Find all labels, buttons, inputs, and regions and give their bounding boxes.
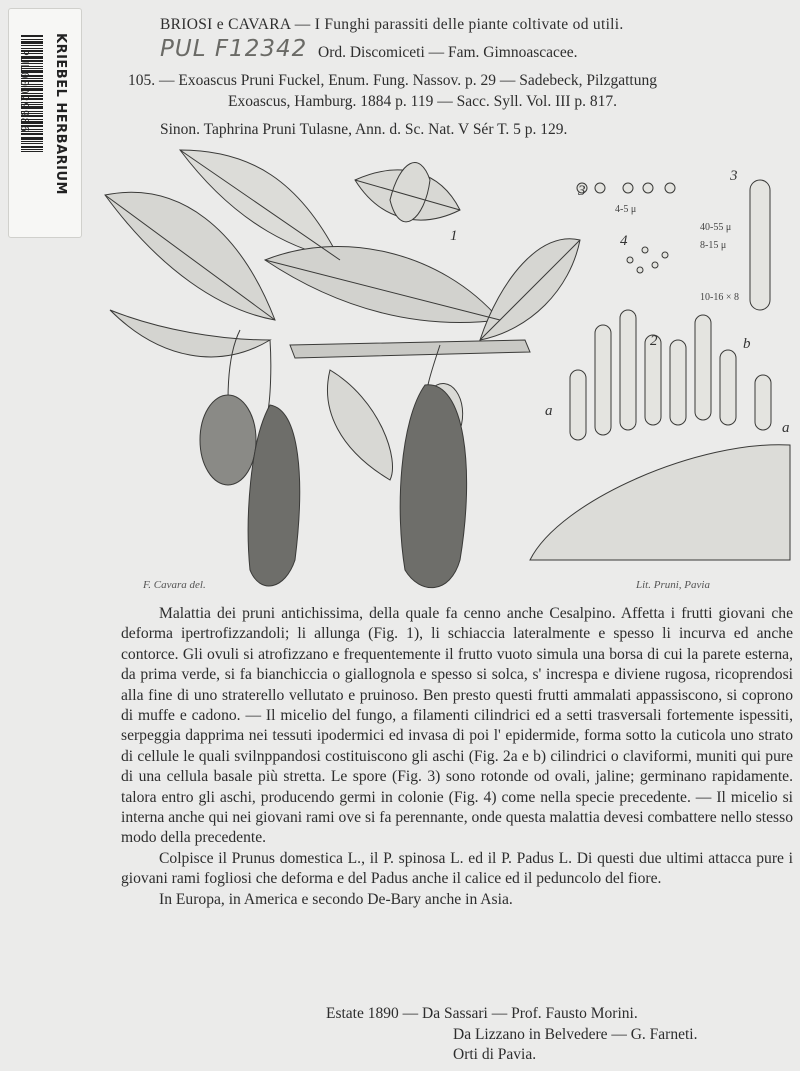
header-title: BRIOSI e CAVARA — I Funghi parassiti delle piante coltivate od utili. bbox=[160, 16, 624, 33]
measure-ascus-width: 8-15 μ bbox=[700, 240, 727, 251]
herbarium-title: KRIEBEL HERBARIUM bbox=[53, 33, 68, 195]
paragraph-description: Malattia dei pruni antichissima, della quale fa cenno anche Cesalpino. Affetta i frutti giovani che deforma ipertrofizzandoli; li allunga (Fig. 1), li schiaccia lateralmente e spesso li incurva ed anche contorce. Gli ovuli si atrofizzano e frequentemente il frutto vuoto simula una borsa di cui la parete esterna, da prima verde, si fa bianchiccia o giallognola e spesso si solca, s' increspa e diviene rugosa, ricoprendosi alla fine di uno straterello vellutato e pruinoso. Ben presto questi frutti ammalati appassiscono, si coprono di muffe e cadono. — Il micelio del fungo, a filamenti cilindrici ed a setti trasversali fortemente ispessiti, serpeggia dapprima nei tessuti ipodermici ed invasa di poi l' epidermide, forma sotto la cuticola uno strato di cellule le quali svilnppandosi costituiscono gli aschi (Fig. 2a e b) cilindrici o claviformi, muniti qui pure di una cellula basale più stretta. Le spore (Fig. 3) sono rotonde od ovali, jaline; germinano rapidamente. talora entro gli aschi, producendo germi in colonie (Fig. 4) come nella specie precedente. — Il micelio si interna anche qui nei giovani rami ove si fa perennante, onde questa malattia devesi combattere nello stesso modo della precedente. bbox=[121, 605, 793, 847]
description-text bbox=[121, 604, 793, 910]
header-order: Ord. Discomiceti — Fam. Gimnoascacee. bbox=[318, 44, 578, 61]
credit-lithographer: Lit. Pruni, Pavia bbox=[636, 579, 710, 591]
header-species: 105. — Exoascus Pruni Fuckel, Enum. Fung. Nassov. p. 29 — Sadebeck, Pilzgattung bbox=[128, 72, 657, 89]
fig-label-1: 1 bbox=[450, 228, 458, 244]
collection-line-3: Orti di Pavia. bbox=[453, 1046, 537, 1063]
barcode-icon bbox=[21, 35, 43, 185]
paragraph-hosts: Colpisce il Prunus domestica L., il P. spinosa L. ed il P. Padus L. Di questi due ultimi attacca pure i giovani rami fogliosi che deforma e del Padus anche il calice ed il peduncolo del fiore. bbox=[121, 849, 793, 888]
collection-line-2: Da Lizzano in Belvedere — G. Farneti. bbox=[453, 1026, 698, 1043]
paragraph-distribution: In Europa, in America e secondo De-Bary anche in Asia. bbox=[159, 890, 513, 908]
header-synonym: Sinon. Taphrina Pruni Tulasne, Ann. d. Sc. Nat. V Sér T. 5 p. 129. bbox=[160, 121, 568, 138]
header-reference: Exoascus, Hamburg. 1884 p. 119 — Sacc. Syll. Vol. III p. 817. bbox=[228, 93, 618, 110]
barcode-label bbox=[8, 8, 82, 238]
fig-label-3b: 3 bbox=[730, 168, 738, 184]
measure-cell: 10-16 × 8 bbox=[700, 292, 739, 303]
botanical-plate-illustration bbox=[100, 140, 800, 600]
fig-label-a-left: a bbox=[545, 403, 553, 419]
measure-ascus-length: 40-55 μ bbox=[700, 222, 732, 233]
fig-label-4: 4 bbox=[620, 233, 628, 249]
measure-spore: 4-5 μ bbox=[615, 204, 637, 215]
collection-line-1: Estate 1890 — Da Sassari — Prof. Fausto Morini. bbox=[326, 1005, 638, 1022]
fig-label-a-right: a bbox=[782, 420, 790, 436]
handwritten-accession: PUL F12342 bbox=[160, 36, 308, 62]
credit-artist: F. Cavara del. bbox=[143, 579, 206, 591]
fig-label-b: b bbox=[743, 336, 751, 352]
fig-label-3a: 3 bbox=[578, 183, 586, 199]
fig-label-2: 2 bbox=[650, 333, 658, 349]
